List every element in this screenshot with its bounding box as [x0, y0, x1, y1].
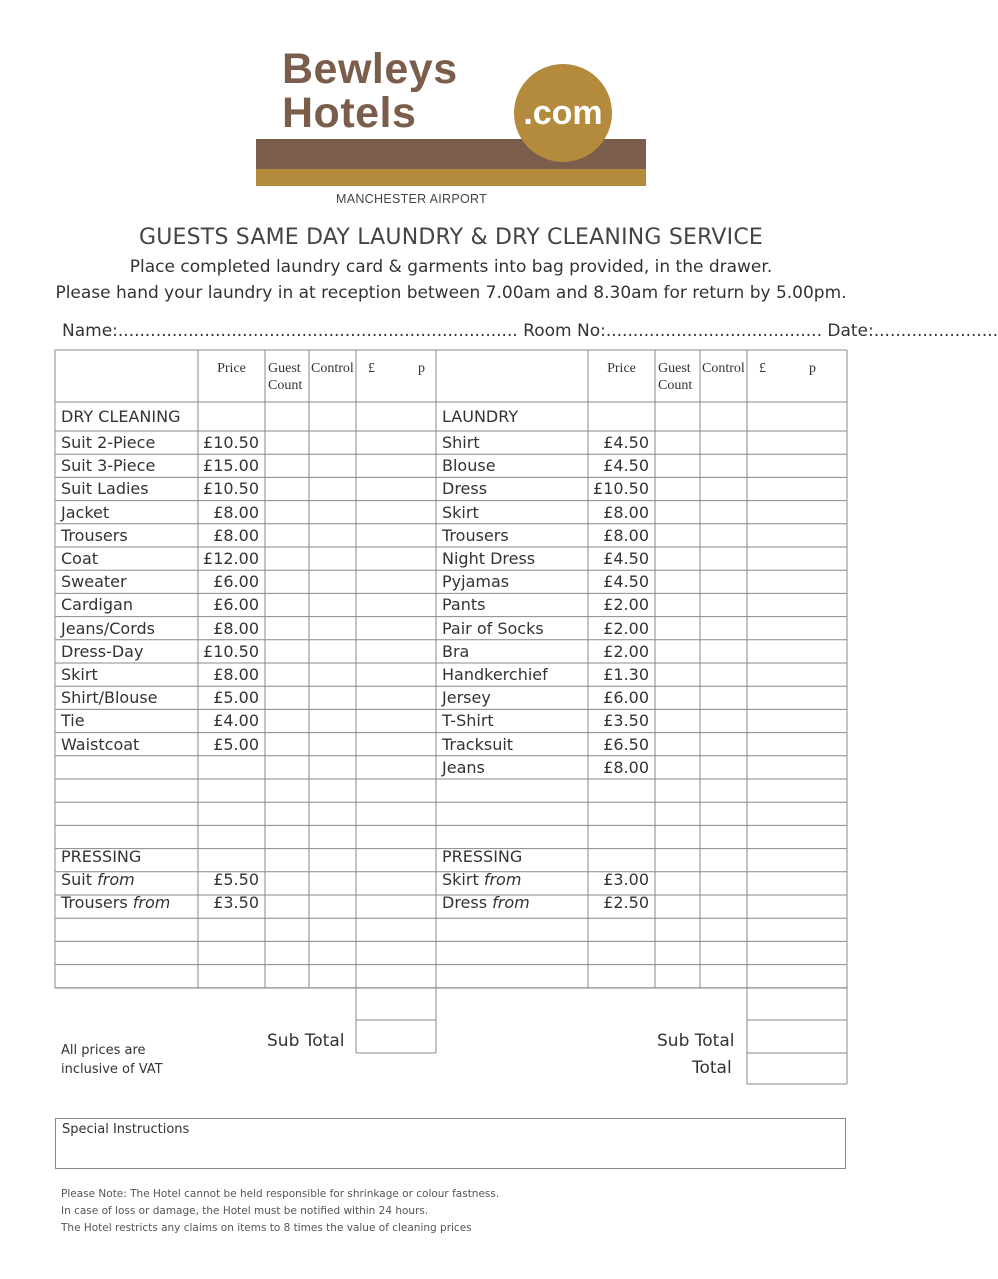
- left-pressing-item: [61, 894, 170, 912]
- right-item-price: £8.00: [603, 525, 649, 545]
- left-item-name: Jacket: [61, 502, 110, 522]
- logo-text-com: .com: [523, 94, 603, 132]
- left-item-price: £8.00: [213, 665, 259, 684]
- right-pressing-price: £3.00: [603, 869, 649, 889]
- left-subtotal-label: Sub Total: [267, 1031, 345, 1051]
- pressing-from-label: from: [132, 893, 171, 912]
- pressing-item-name: Dress: [442, 893, 493, 912]
- note-line-1: Please Note: The Hotel cannot be held responsible for shrinkage or colour fastness.: [61, 1188, 500, 1200]
- right-item-name: T-Shirt: [442, 711, 494, 731]
- right-item-price: £4.50: [603, 549, 649, 568]
- right-item-price: £8.00: [603, 757, 649, 777]
- guest-label: Guest: [268, 361, 301, 376]
- left-item-name: Suit Ladies: [61, 479, 149, 499]
- right-item-name: Tracksuit: [442, 734, 514, 754]
- left-item-name: Sweater: [61, 572, 127, 592]
- left-item-name: Jeans/Cords: [61, 618, 155, 638]
- right-item-name: Handkerchief: [442, 665, 548, 684]
- left-item-price: £6.00: [213, 595, 259, 615]
- left-item-name: Trousers: [61, 525, 128, 545]
- left-pence-header: p: [418, 361, 425, 376]
- right-item-price: £1.30: [603, 665, 649, 684]
- left-control-header: Control: [311, 361, 354, 376]
- right-item-price: £6.50: [603, 734, 649, 754]
- vat-note: [61, 1041, 163, 1079]
- total-label: Total: [692, 1058, 732, 1078]
- right-item-name: Pants: [442, 595, 486, 615]
- right-item-name: Bra: [442, 641, 470, 661]
- left-item-name: Dress-Day: [61, 641, 144, 661]
- right-item-price: £6.00: [603, 688, 649, 708]
- left-price-header: Price: [217, 361, 246, 376]
- right-item-price: £2.00: [603, 641, 649, 661]
- right-item-name: Jersey: [442, 688, 491, 708]
- left-item-name: Cardigan: [61, 595, 133, 615]
- right-pressing-item: [442, 894, 530, 912]
- left-pressing-price: £3.50: [213, 893, 259, 912]
- vat-note-line-1: All prices are: [61, 1043, 146, 1058]
- right-item-name: Pyjamas: [442, 572, 510, 592]
- form-title: GUESTS SAME DAY LAUNDRY & DRY CLEANING SERVICE: [138, 225, 764, 250]
- left-item-price: £8.00: [213, 525, 259, 545]
- left-item-price: £5.00: [213, 734, 259, 754]
- left-pressing-item: [61, 871, 135, 889]
- name-room-date-line[interactable]: Name:.......................................................................... Room No:........................................ Date:.......................: [62, 321, 998, 341]
- left-item-name: Waistcoat: [61, 734, 140, 754]
- left-item-price: £4.00: [213, 711, 259, 731]
- left-item-price: £10.50: [203, 479, 259, 499]
- left-item-price: £8.00: [213, 502, 259, 522]
- right-item-price: £4.50: [603, 433, 649, 452]
- left-pound-header: £: [368, 361, 375, 376]
- left-item-name: Shirt/Blouse: [61, 688, 158, 708]
- left-item-price: £8.00: [213, 618, 259, 638]
- right-item-price: £2.00: [603, 595, 649, 615]
- left-item-price: £10.50: [203, 641, 259, 661]
- logo-gold-bar: [256, 169, 646, 186]
- left-guest-count-header: [268, 360, 312, 394]
- right-pressing-title: PRESSING: [442, 846, 523, 866]
- logo-text-hotels: Hotels: [282, 89, 417, 137]
- right-pressing-item: [442, 871, 521, 889]
- right-item-price: £4.50: [603, 456, 649, 476]
- right-control-header: Control: [702, 361, 745, 376]
- right-item-name: Blouse: [442, 456, 496, 476]
- right-guest-count-header: [658, 360, 703, 394]
- pressing-item-name: Trousers: [61, 893, 133, 912]
- left-item-name: Suit 3-Piece: [61, 456, 156, 476]
- right-item-name: Pair of Socks: [442, 618, 544, 638]
- instruction-line-2: Please hand your laundry in at reception between 7.00am and 8.30am for return by 5.00pm.: [55, 283, 847, 303]
- left-item-name: Tie: [61, 711, 85, 731]
- pressing-from-label: from: [483, 869, 522, 889]
- hotel-location: MANCHESTER AIRPORT: [336, 192, 488, 206]
- right-item-name: Skirt: [442, 502, 479, 522]
- right-pound-header: £: [759, 361, 766, 376]
- right-item-name: Trousers: [442, 525, 509, 545]
- special-instructions-label: Special Instructions: [62, 1122, 190, 1137]
- guest-label: Guest: [658, 361, 691, 376]
- right-pressing-price: £2.50: [603, 893, 649, 912]
- right-item-price: £2.00: [603, 618, 649, 638]
- note-line-3: The Hotel restricts any claims on items to 8 times the value of cleaning prices: [61, 1222, 472, 1234]
- note-line-2: In case of loss or damage, the Hotel must be notified within 24 hours.: [61, 1205, 429, 1217]
- right-item-name: Shirt: [442, 433, 480, 452]
- left-item-price: £10.50: [203, 433, 259, 452]
- instruction-line-1: Place completed laundry card & garments into bag provided, in the drawer.: [129, 257, 773, 277]
- right-item-price: £3.50: [603, 711, 649, 731]
- count-label: Count: [268, 378, 303, 393]
- left-item-price: £6.00: [213, 572, 259, 592]
- left-item-name: Suit 2-Piece: [61, 433, 156, 452]
- left-item-name: Skirt: [61, 665, 98, 684]
- right-subtotal-label: Sub Total: [657, 1031, 735, 1051]
- left-item-price: £12.00: [203, 549, 259, 568]
- disclaimer-notes: [61, 1186, 499, 1237]
- left-item-name: Coat: [61, 549, 99, 568]
- special-instructions-box[interactable]: [55, 1118, 846, 1169]
- right-item-name: Night Dress: [442, 549, 536, 568]
- pressing-from-label: from: [97, 869, 135, 889]
- count-label: Count: [658, 378, 693, 393]
- pressing-item-name: Skirt: [442, 869, 484, 889]
- right-section-title: LAUNDRY: [442, 407, 519, 426]
- logo-text-bewleys: Bewleys: [282, 45, 458, 93]
- left-pressing-price: £5.50: [213, 869, 259, 889]
- right-item-price: £8.00: [603, 502, 649, 522]
- left-section-title: DRY CLEANING: [61, 407, 181, 426]
- right-item-price: £10.50: [593, 479, 649, 499]
- left-item-price: £15.00: [203, 456, 259, 476]
- left-pressing-title: PRESSING: [61, 846, 142, 866]
- pressing-item-name: Suit: [61, 869, 98, 889]
- right-item-price: £4.50: [603, 572, 649, 592]
- right-pence-header: p: [809, 361, 816, 376]
- hotel-logo: [256, 40, 648, 205]
- pressing-from-label: from: [492, 893, 530, 912]
- right-item-name: Jeans: [442, 757, 485, 777]
- vat-note-line-2: inclusive of VAT: [61, 1062, 163, 1077]
- right-item-name: Dress: [442, 479, 488, 499]
- right-price-header: Price: [607, 361, 636, 376]
- left-item-price: £5.00: [213, 688, 259, 708]
